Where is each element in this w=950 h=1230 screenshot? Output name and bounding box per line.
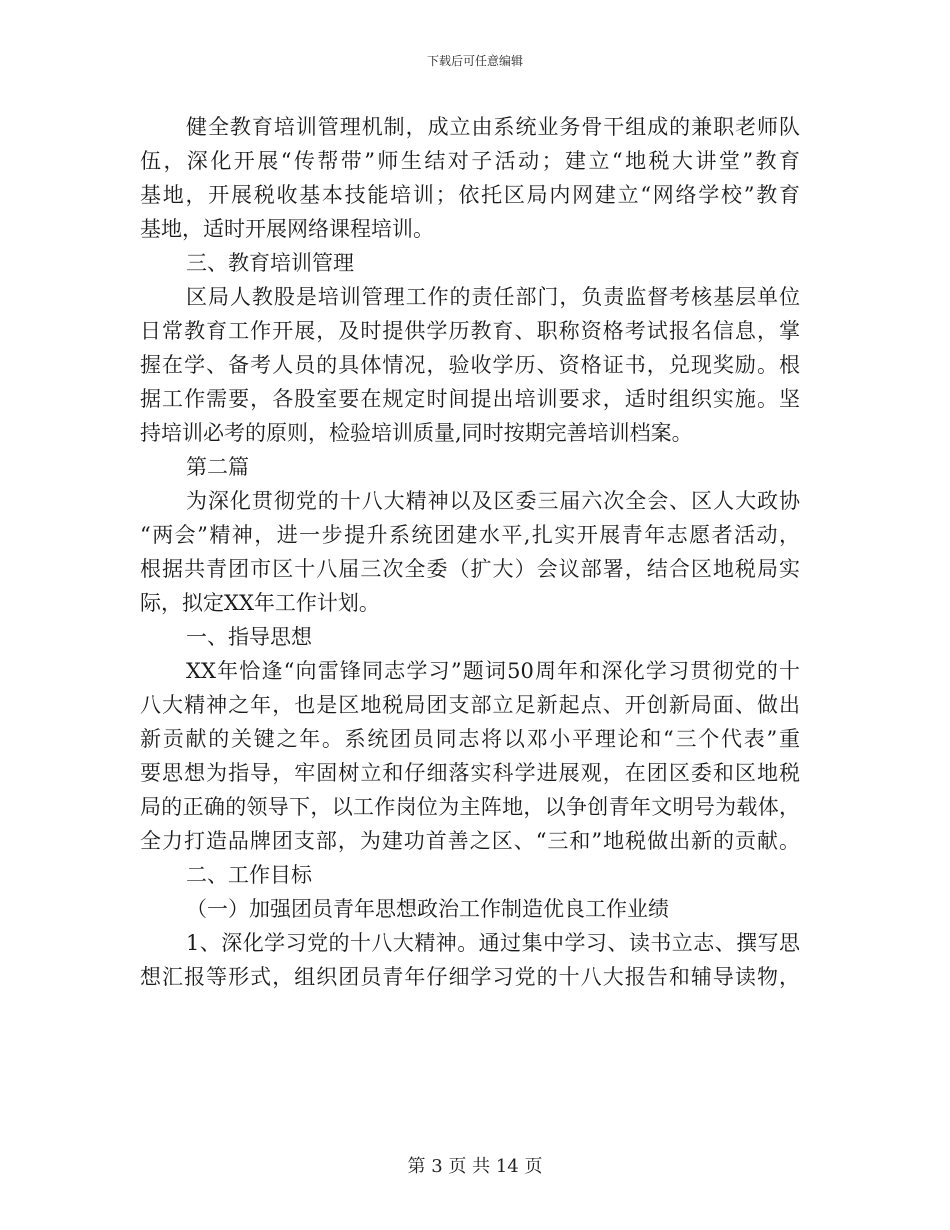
text-line: 三、教育培训管理 — [186, 251, 354, 275]
text-line: 基地，适时开展网络课程培训。 — [140, 217, 434, 241]
page-header: 下载后可任意编辑 — [426, 54, 523, 68]
text-line: 持培训必考的原则，检验培训质量,同时按期完善培训档案。 — [140, 421, 693, 445]
text-line: 八大精神之年，也是区地税局团支部立足新起点、开创新局面、做出 — [140, 693, 800, 717]
text-line: 局的正确的领导下，以工作岗位为主阵地，以争创青年文明号为载体， — [140, 795, 800, 819]
text-line: 新贡献的关键之年。系统团员同志将以邓小平理论和“三个代表”重 — [140, 727, 800, 751]
text-line: 1、深化学习党的十八大精神。通过集中学习、读书立志、撰写思 — [186, 931, 800, 955]
text-line: 健全教育培训管理机制，成立由系统业务骨干组成的兼职老师队 — [186, 115, 800, 139]
text-line: 基地，开展税收基本技能培训；依托区局内网建立“网络学校”教育 — [140, 183, 800, 207]
text-line: “两会”精神，进一步提升系统团建水平,扎实开展青年志愿者活动， — [140, 523, 800, 547]
text-line: 日常教育工作开展，及时提供学历教育、职称资格考试报名信息，掌 — [140, 319, 800, 343]
text-line: 握在学、备考人员的具体情况，验收学历、资格证书，兑现奖励。根 — [140, 353, 800, 377]
text-line: 二、工作目标 — [186, 863, 312, 887]
text-line: 要思想为指导，牢固树立和仔细落实科学进展观，在团区委和区地税 — [140, 761, 800, 785]
text-line: 伍，深化开展“传帮带”师生结对子活动；建立“地税大讲堂”教育 — [140, 149, 800, 173]
text-line: 际，拟定XX年工作计划。 — [140, 591, 380, 615]
page-number: 第 3 页 共 14 页 — [407, 1156, 543, 1177]
text-line: 为深化贯彻党的十八大精神以及区委三届六次全会、区人大政协 — [186, 489, 800, 513]
text-line: 全力打造品牌团支部，为建功首善之区、“三和”地税做出新的贡献。 — [140, 829, 800, 853]
text-line: 第二篇 — [186, 455, 249, 479]
text-line: 据工作需要，各股室要在规定时间提出培训要求，适时组织实施。坚 — [140, 387, 800, 411]
text-line: （一）加强团员青年思想政治工作制造优良工作业绩 — [186, 897, 669, 921]
document-body — [140, 110, 800, 994]
text-line: 区局人教股是培训管理工作的责任部门，负责监督考核基层单位 — [186, 285, 800, 309]
text-line: 想汇报等形式，组织团员青年仔细学习党的十八大报告和辅导读物， — [140, 965, 800, 989]
text-line: 一、指导思想 — [186, 625, 312, 649]
text-line: XX年恰逢“向雷锋同志学习”题词50周年和深化学习贯彻党的十 — [186, 659, 800, 683]
text-line: 根据共青团市区十八届三次全委（扩大）会议部署，结合区地税局实 — [140, 557, 800, 581]
